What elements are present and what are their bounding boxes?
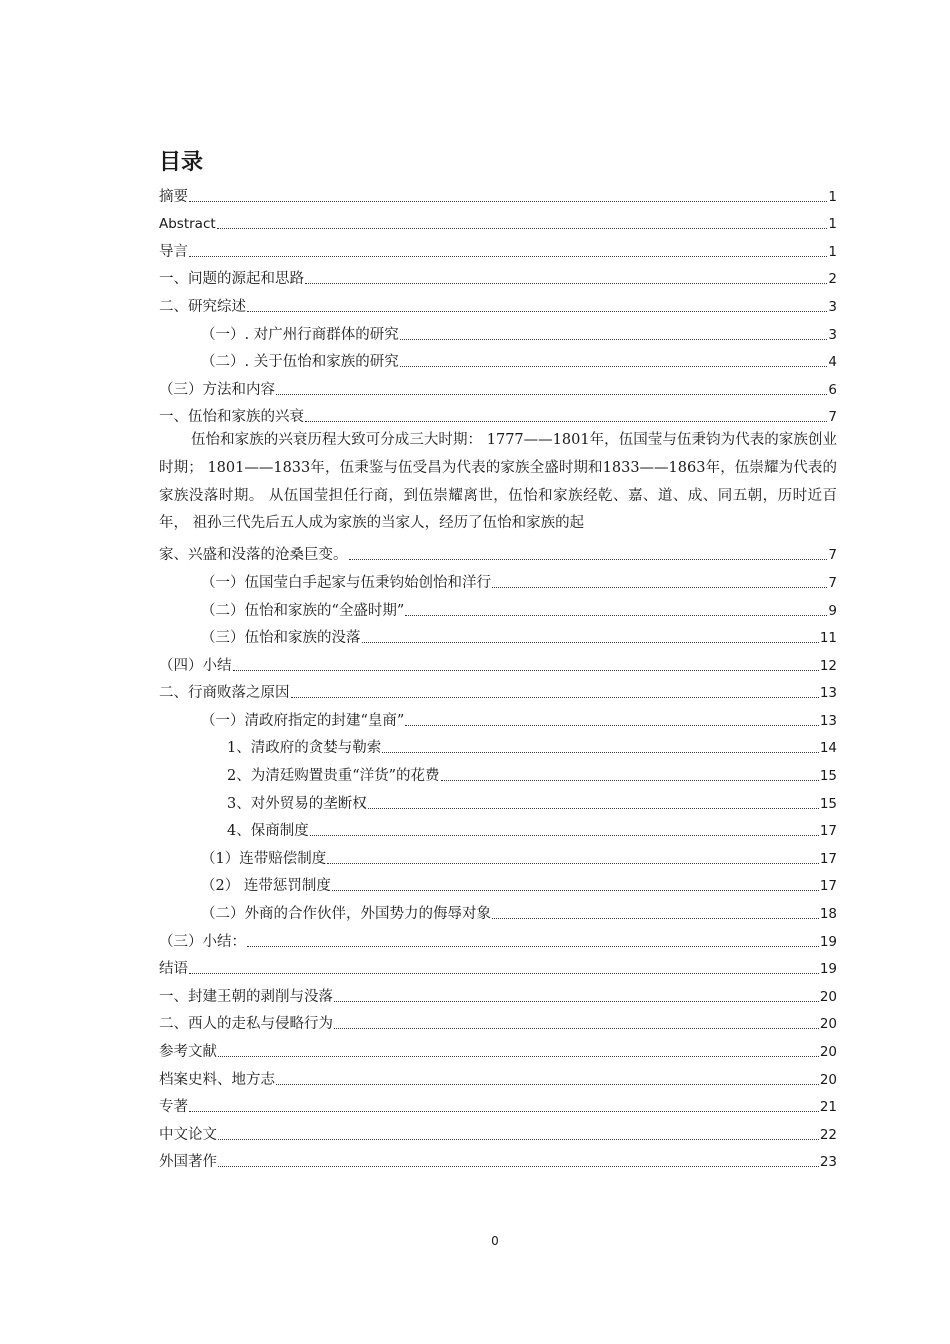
toc-entry-label: 一、问题的源起和思路 (159, 271, 304, 288)
toc-page-number: 6 (828, 381, 837, 398)
toc-page-number: 7 (828, 574, 837, 591)
toc-page-number: 7 (828, 409, 837, 426)
toc-entry[interactable] (159, 1034, 837, 1062)
toc-entry-label: 摘要 (159, 188, 188, 205)
toc-page-number: 1 (828, 216, 837, 233)
toc-page-number: 21 (819, 1099, 837, 1116)
toc-entry-label: 3、对外贸易的垄断权 (227, 795, 367, 812)
toc-entry-label: 二、西人的走私与侵略行为 (159, 1016, 333, 1033)
toc-entry-label: （2） 连带惩罚制度 (201, 878, 331, 895)
toc-entry[interactable] (159, 317, 837, 345)
dot-leader (400, 366, 828, 367)
dot-leader (218, 1056, 819, 1057)
toc-entry-label: 一、伍怡和家族的兴衰 (159, 409, 304, 426)
toc-page-number: 12 (819, 657, 837, 674)
dot-leader (362, 642, 819, 643)
toc-page-number: 22 (819, 1126, 837, 1143)
toc-entry[interactable] (159, 1145, 837, 1173)
toc-entry[interactable] (159, 372, 837, 400)
toc-page-number: 1 (828, 243, 837, 260)
dot-leader (189, 201, 827, 202)
toc-page-number: 15 (819, 768, 837, 785)
dot-leader (218, 1139, 819, 1140)
dot-leader (217, 228, 828, 229)
toc-entry[interactable] (159, 896, 837, 924)
footer-page-number: 0 (491, 1234, 499, 1248)
toc-entry-label: （三）方法和内容 (159, 381, 275, 398)
toc-page-number: 20 (819, 1044, 837, 1060)
toc-entry-label: （一）清政府指定的封建“皇商” (201, 712, 405, 729)
dot-leader (247, 311, 827, 312)
toc-entry-label: 4、保商制度 (227, 823, 309, 840)
toc-entry[interactable] (159, 869, 837, 897)
toc-entry[interactable] (159, 1007, 837, 1035)
dot-leader (405, 615, 827, 616)
toc-entry-label: （一）. 对广州行商群体的研究 (201, 326, 399, 343)
toc-page-number: 13 (819, 685, 837, 702)
toc-page-number: 20 (819, 1071, 837, 1088)
dot-leader (400, 339, 828, 340)
toc-entry-label: 参考文献 (159, 1044, 217, 1060)
dot-leader (233, 670, 819, 671)
dot-leader (441, 780, 819, 781)
summary-paragraph (159, 427, 837, 537)
toc-entry[interactable] (159, 952, 837, 980)
toc-entry-label: 二、行商败落之原因 (159, 685, 290, 702)
summary-paragraph-last-line[interactable] (159, 538, 837, 566)
toc-entry[interactable] (159, 758, 837, 786)
toc-entry[interactable] (159, 1090, 837, 1118)
toc-entry-label: （二）伍怡和家族的“全盛时期” (201, 602, 405, 619)
toc-page-number: 20 (819, 988, 837, 1005)
toc-entry[interactable] (159, 841, 837, 869)
toc-page-number: 17 (819, 823, 837, 840)
toc-entry-label: 1、清政府的贪婪与勒索 (227, 740, 382, 757)
dot-leader (310, 835, 819, 836)
dot-leader (276, 1084, 819, 1085)
dot-leader (349, 559, 828, 560)
toc-entry[interactable] (159, 234, 837, 262)
toc-page-number: 18 (819, 906, 837, 923)
toc-entry-label: （三）伍怡和家族的没落 (201, 630, 361, 647)
toc-entry-label: （三）小结： (159, 933, 246, 950)
dot-leader (334, 1028, 819, 1029)
toc-entry[interactable] (159, 924, 837, 952)
toc-page-number: 13 (819, 712, 837, 729)
toc-page-number: 14 (819, 740, 837, 757)
toc-page-number: 15 (819, 795, 837, 812)
toc-page-number: 2 (828, 271, 837, 288)
toc-page-number: 4 (828, 354, 837, 371)
toc-page-number: 17 (819, 878, 837, 895)
toc-entry-label: 导言 (159, 243, 188, 260)
toc-entry[interactable] (159, 1117, 837, 1145)
toc-entry[interactable] (159, 1062, 837, 1090)
toc-entry-label: （二）. 关于伍怡和家族的研究 (201, 354, 399, 371)
toc-page-number: 1 (828, 188, 837, 205)
toc-entry-label: Abstract (159, 216, 216, 233)
dot-leader (334, 1001, 819, 1002)
toc-entry-label: 档案史料、地方志 (159, 1071, 275, 1088)
toc-entry[interactable] (159, 345, 837, 373)
dot-leader (405, 725, 818, 726)
toc-entry-label: 外国著作 (159, 1154, 217, 1171)
dot-leader (368, 808, 819, 809)
dot-leader (291, 697, 819, 698)
toc-entry[interactable] (159, 731, 837, 759)
table-of-contents (159, 179, 837, 1172)
toc-page-number: 3 (828, 298, 837, 315)
toc-entry-label: 中文论文 (159, 1126, 217, 1143)
dot-leader (492, 587, 827, 588)
toc-entry[interactable] (159, 979, 837, 1007)
toc-entry[interactable] (159, 621, 837, 649)
toc-page-number: 17 (819, 850, 837, 867)
toc-entry-label: （一）伍国莹白手起家与伍秉钧始创怡和洋行 (201, 574, 491, 591)
dot-leader (276, 394, 827, 395)
toc-entry-label: （四）小结 (159, 657, 232, 674)
dot-leader (332, 890, 819, 891)
toc-entry[interactable] (159, 648, 837, 676)
dot-leader (492, 918, 819, 919)
toc-page-number: 20 (819, 1016, 837, 1033)
toc-bottom-section (159, 565, 837, 1172)
toc-entry[interactable] (159, 703, 837, 731)
toc-entry[interactable] (159, 565, 837, 593)
toc-page-number: 23 (819, 1154, 837, 1171)
toc-entry[interactable] (159, 786, 837, 814)
toc-entry-label: （二）外商的合作伙伴，外国势力的侮辱对象 (201, 906, 491, 923)
dot-leader (247, 946, 819, 947)
toc-page-number: 3 (828, 326, 837, 343)
toc-page-number: 7 (828, 547, 837, 564)
dot-leader (327, 863, 819, 864)
toc-top-section (159, 179, 837, 427)
toc-entry[interactable] (159, 179, 837, 207)
dot-leader (189, 1111, 819, 1112)
toc-entry-label: 专著 (159, 1099, 188, 1116)
toc-page-number: 19 (819, 961, 837, 978)
toc-entry[interactable] (159, 814, 837, 842)
toc-entry-label: 结语 (159, 961, 188, 978)
toc-entry[interactable] (159, 676, 837, 704)
dot-leader (305, 421, 827, 422)
toc-entry-label: （1）连带赔偿制度 (201, 850, 327, 867)
dot-leader (189, 973, 819, 974)
toc-page-number: 11 (819, 630, 837, 647)
toc-entry[interactable] (159, 400, 837, 428)
toc-title: 目录 (159, 150, 204, 175)
dot-leader (189, 256, 827, 257)
toc-entry[interactable] (159, 207, 837, 235)
dot-leader (305, 283, 827, 284)
toc-entry-label: 2、为清廷购置贵重“洋货”的花费 (227, 768, 440, 785)
toc-entry-label: 二、研究综述 (159, 298, 246, 315)
toc-entry[interactable] (159, 262, 837, 290)
toc-page-number: 9 (828, 602, 837, 619)
dot-leader (218, 1166, 819, 1167)
toc-page-number: 19 (819, 933, 837, 950)
toc-entry[interactable] (159, 593, 837, 621)
summary-last-line-text: 家、兴盛和没落的沧桑巨变。 (159, 547, 348, 564)
dot-leader (382, 752, 819, 753)
toc-entry-label: 一、封建王朝的剥削与没落 (159, 988, 333, 1005)
summary-paragraph-text: 伍怡和家族的兴衰历程大致可分成三大时期： 1777——1801年，伍国莹与伍秉钧为代表的家族创业时期； 1801——1833年，伍秉鉴与伍受昌为代表的家族全盛时期和1833——1863年，伍崇耀为代表的家族没落时期。 从伍国莹担任行商，到伍崇耀离世，伍怡和家族经乾、嘉、道、成、同五朝，历时近百年， 祖孙三代先后五人成为家族的当家人，经历了伍怡和家族的起 (159, 432, 837, 532)
toc-entry[interactable] (159, 289, 837, 317)
